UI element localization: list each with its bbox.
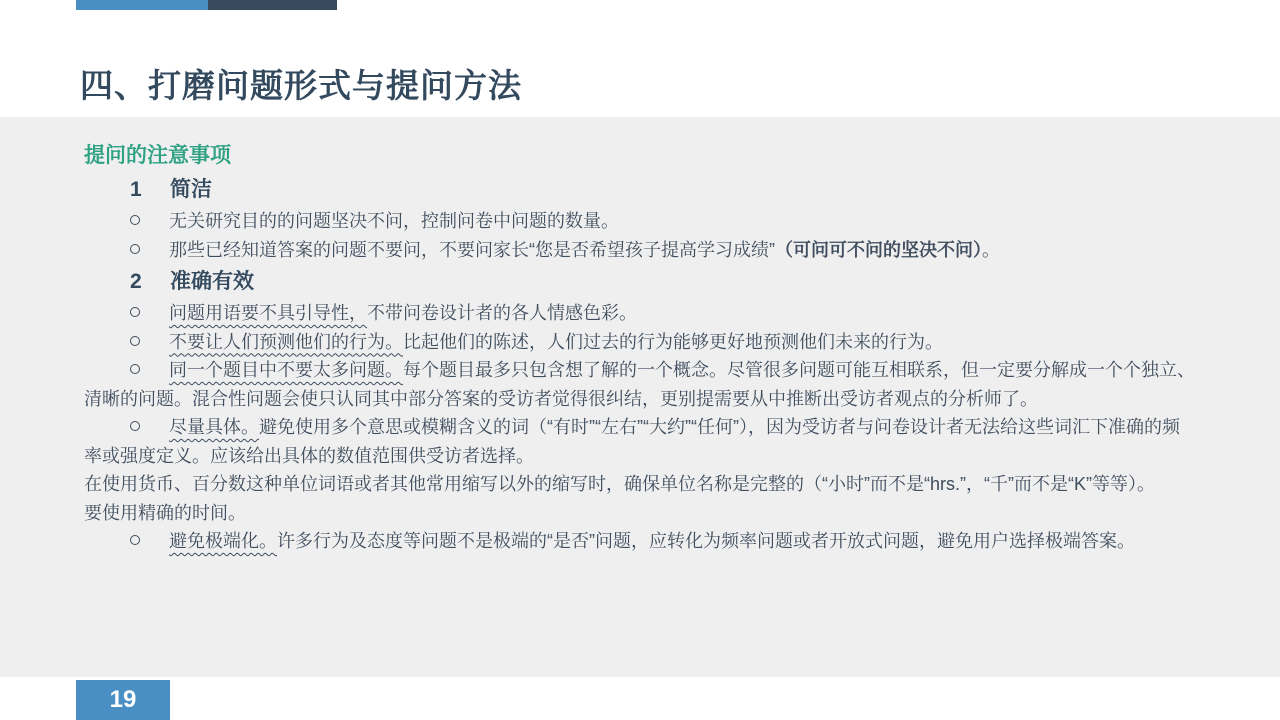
text-segment: 每个题目最多只包含想了解的一个概念。尽管很多问题可能互相联系，但一定要分解成一个个独立、清晰的问题。混合性问题会使只认同其中部分答案的受访者觉得很纠结，更别提需要从中推断出受访者观点的分析师了。 <box>84 360 1195 409</box>
item-number: 1 <box>130 178 142 201</box>
bullet-item <box>84 527 1196 556</box>
text-segment: 无关研究目的的问题坚决不问，控制问卷中问题的数量。 <box>169 211 619 231</box>
bullet-circle-icon <box>130 364 140 374</box>
bullet-circle-icon <box>130 215 140 225</box>
text-segment: 避免极端化。 <box>169 531 277 551</box>
text-segment: 不带问卷设计者的各人情感色彩。 <box>367 303 637 323</box>
paragraph <box>84 470 1196 499</box>
text-segment: 要使用精确的时间。 <box>84 502 246 523</box>
text-segment: 。 <box>982 239 1000 260</box>
text-segment: 尽量具体。 <box>169 417 259 437</box>
text-segment: 那些已经知道答案的问题不要问，不要问家长“您是否希望孩子提高学习成绩” <box>169 239 775 260</box>
bullet-circle-icon <box>130 421 140 431</box>
page-number: 19 <box>109 686 137 713</box>
text-segment: 许多行为及态度等问题不是极端的“是否”问题，应转化为频率问题或者开放式问题，避免用户选择极端答案。 <box>277 531 1135 551</box>
slide-title: 四、打磨问题形式与提问方法 <box>80 67 522 105</box>
bullet-circle-icon <box>130 244 140 254</box>
bullet-circle-icon <box>130 307 140 317</box>
bullet-item <box>84 207 1196 236</box>
item-label: 简洁 <box>170 178 212 201</box>
top-accent-bar-blue <box>76 0 208 10</box>
numbered-heading <box>84 175 1196 205</box>
bullet-circle-icon <box>130 336 140 346</box>
paragraph <box>84 499 1196 528</box>
item-number: 2 <box>130 270 142 293</box>
text-segment: 在使用货币、百分数这种单位词语或者其他常用缩写以外的缩写时，确保单位名称是完整的（“小时”而不是“hrs.”，“千”而不是“K”等等）。 <box>84 474 1155 494</box>
text-segment: 避免使用多个意思或模糊含义的词（“有时”“左右”“大约”“任何”），因为受访者与问卷设计者无法给这些词汇下准确的频率或强度定义。应该给出具体的数值范围供受访者选择。 <box>84 417 1180 466</box>
top-accent-bar-dark <box>208 0 337 10</box>
bullet-item <box>84 356 1196 413</box>
bullet-circle-icon <box>130 535 140 545</box>
section-header: 提问的注意事项 <box>84 144 231 167</box>
content-blocks <box>84 175 1196 556</box>
text-segment: （可问可不问的坚决不问） <box>775 239 982 260</box>
item-label: 准确有效 <box>170 270 254 293</box>
text-segment: 问题用语要不具引导性， <box>169 303 367 323</box>
text-segment: 不要让人们预测他们的行为。 <box>169 331 403 352</box>
page-number-badge <box>76 680 170 720</box>
content-panel <box>0 117 1280 677</box>
bullet-item <box>84 299 1196 328</box>
text-segment: 比起他们的陈述，人们过去的行为能够更好地预测他们未来的行为。 <box>403 331 943 352</box>
bullet-item <box>84 413 1196 470</box>
bullet-item <box>84 328 1196 357</box>
bullet-item <box>84 236 1196 265</box>
text-segment: 同一个题目中不要太多问题。 <box>169 360 403 380</box>
numbered-heading <box>84 267 1196 297</box>
